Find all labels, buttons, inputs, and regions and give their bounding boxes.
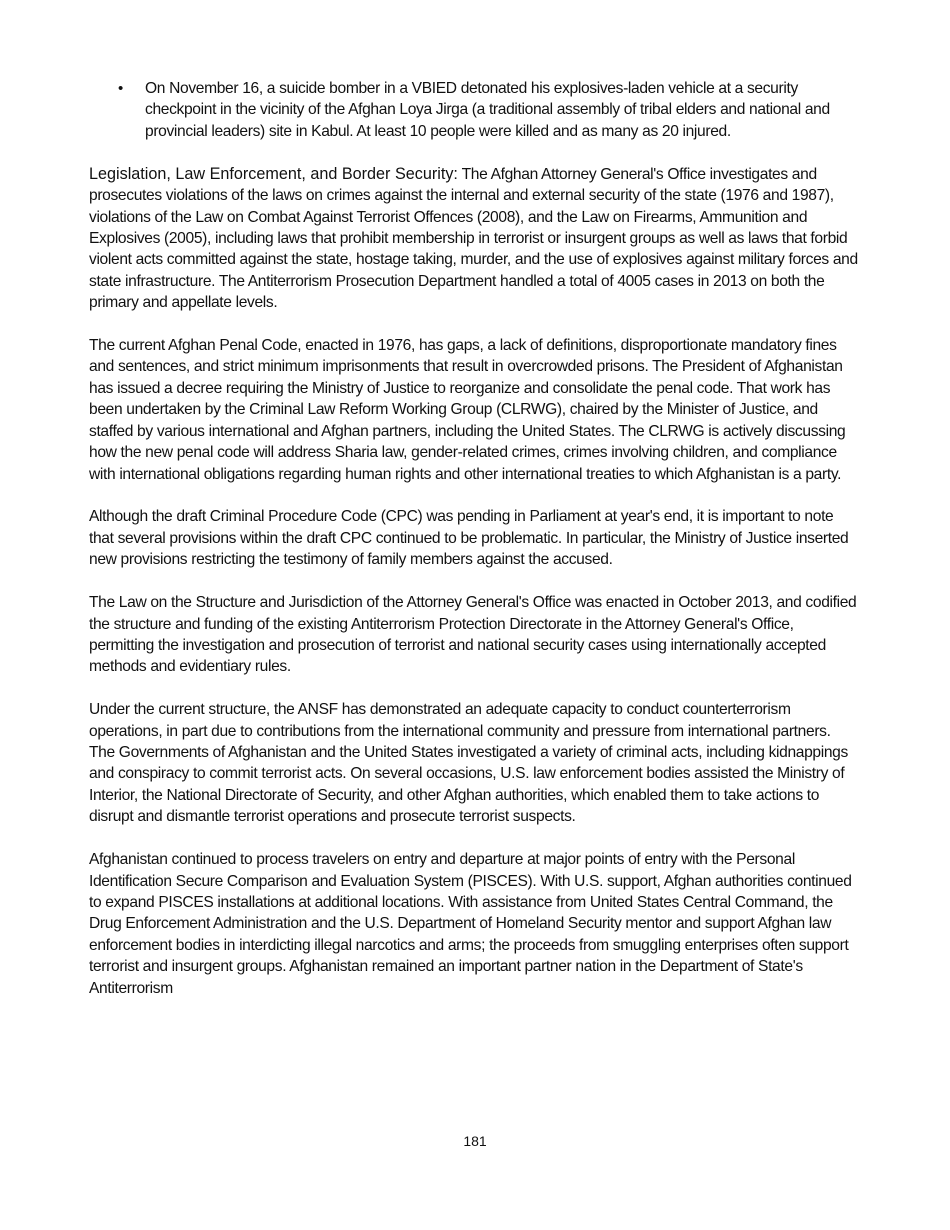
document-page (89, 78, 859, 1021)
bullet-marker: • (118, 80, 123, 97)
paragraph-penal-code: The current Afghan Penal Code, enacted in 1976, has gaps, a lack of definitions, disproportionate mandatory fines and sentences, and strict minimum imprisonments that result in overcrowded prisons. The President of Afghanistan has issued a decree requiring the Ministry of Justice to reorganize and consolidate the penal code. That work has been undertaken by the Criminal Law Reform Working Group (CLRWG), chaired by the Minister of Justice, and staffed by various international and Afghan partners, including the United States. The CLRWG is actively discussing how the new penal code will address Sharia law, gender-related crimes, crimes involving children, and compliance with international obligations regarding human rights and other international treaties to which Afghanistan is a party. (89, 337, 846, 483)
section-legislation-paragraph (89, 164, 859, 314)
bullet-text: On November 16, a suicide bomber in a VBIED detonated his explosives-laden vehicle at a security checkpoint in the vicinity of the Afghan Loya Jirga (a traditional assembly of tribal elders and national and provincial leaders) site in Kabul. At least 10 people were killed and as many as 20 injured. (145, 80, 830, 140)
bullet-list (89, 78, 859, 142)
paragraph-ansf-capacity: Under the current structure, the ANSF has demonstrated an adequate capacity to conduct counterterrorism operations, in part due to contributions from the international community and pressure from international partners. The Governments of Afghanistan and the United States investigated a variety of criminal acts, including kidnappings and conspiracy to commit terrorist acts. On several occasions, U.S. law enforcement bodies assisted the Ministry of Interior, the National Directorate of Security, and other Afghan authorities, which enabled them to take actions to disrupt and dismantle terrorist operations and prosecute terrorist suspects. (89, 701, 848, 826)
section-heading: Legislation, Law Enforcement, and Border Security: (89, 164, 458, 183)
paragraph-attorney-general-law: The Law on the Structure and Jurisdiction of the Attorney General's Office was enacted in October 2013, and codified the structure and funding of the existing Antiterrorism Protection Directorate in the Attorney General's Office, permitting the investigation and prosecution of terrorist and national security cases using internationally accepted methods and evidentiary rules. (89, 594, 857, 676)
section-text: The Afghan Attorney General's Office investigates and prosecutes violations of the laws on crimes against the internal and external security of the state (1976 and 1987), violations of the Law on Combat Against Terrorist Offences (2008), and the Law on Firearms, Ammunition and Explosives (2005), including laws that prohibit membership in terrorist or insurgent groups as well as laws that forbid violent acts committed against the state, hostage taking, murder, and the use of explosives against military forces and state infrastructure. The Antiterrorism Prosecution Department handled a total of 4005 cases in 2013 on both the primary and appellate levels. (89, 165, 858, 312)
page-number: 181 (463, 1133, 487, 1149)
paragraph-pisces: Afghanistan continued to process travelers on entry and departure at major points of entry with the Personal Identification Secure Comparison and Evaluation System (PISCES). With U.S. support, Afghan authorities continued to expand PISCES installations at additional locations. With assistance from United States Central Command, the Drug Enforcement Administration and the U.S. Department of Homeland Security mentor and support Afghan law enforcement bodies in interdicting illegal narcotics and arms; the proceeds from smuggling enterprises often support terrorist and insurgent groups. Afghanistan remained an important partner nation in the Department of State's Antiterrorism (89, 851, 852, 997)
bullet-item (89, 78, 859, 142)
paragraph-criminal-procedure-code: Although the draft Criminal Procedure Code (CPC) was pending in Parliament at year's end, it is important to note that several provisions within the draft CPC continued to be problematic. In particular, the Ministry of Justice inserted new provisions restricting the testimony of family members against the accused. (89, 508, 849, 569)
